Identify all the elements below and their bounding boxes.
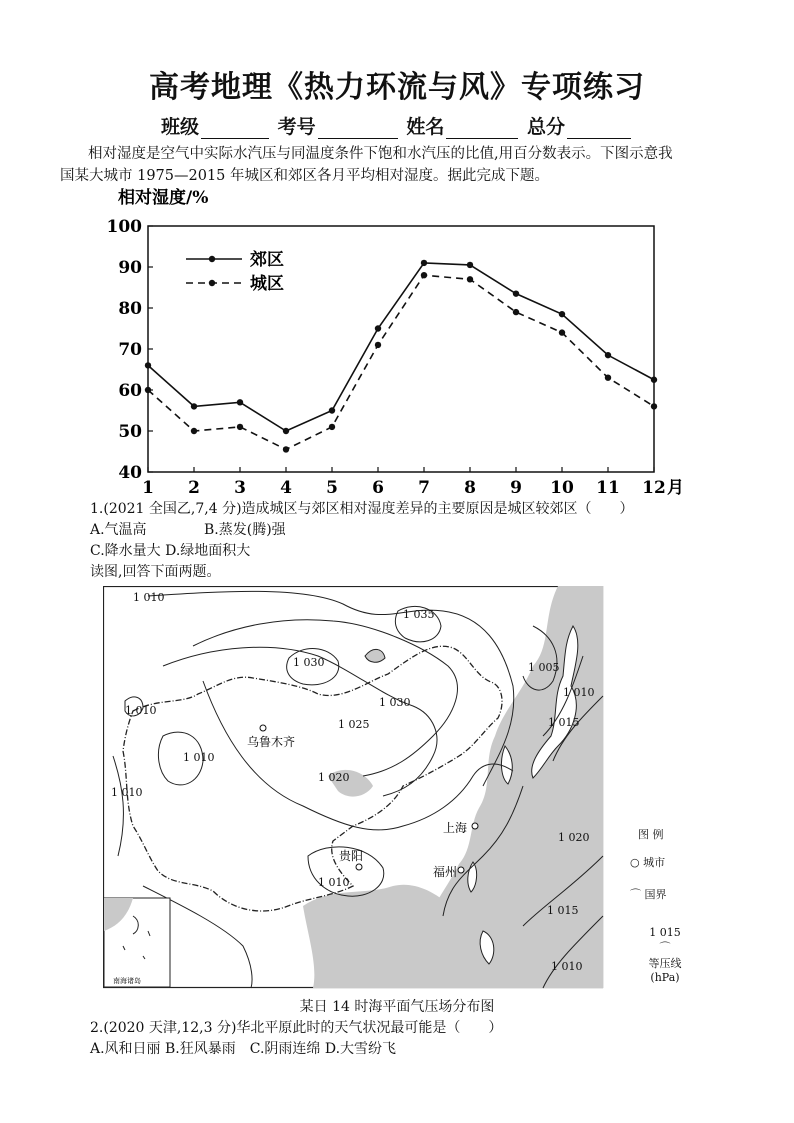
legend-title: 图 例 [638,828,664,841]
city-urumqi-marker [260,725,266,731]
point-suburb-12 [651,377,657,383]
isobar-label-7: 1 010 [125,704,157,717]
student-info-line [0,112,794,139]
legend-urban-marker [209,280,215,286]
score-blank[interactable] [567,120,631,139]
number-blank[interactable] [318,120,398,139]
point-suburb-5 [329,407,335,413]
humidity-chart [100,186,700,502]
question-1-stem: 1.(2021 全国乙,7,4 分)造成城区与郊区相对湿度差异的主要原因是城区较郊区（ ） [90,501,634,517]
intro-line-1: 相对湿度是空气中实际水汽压与同温度条件下饱和水汽压的比值,用百分数表示。下图示意我 [88,146,673,162]
x-tick-label-12: 12 [642,478,666,498]
y-tick-label-60: 60 [118,381,142,401]
south-china-sea-inset [104,898,170,987]
x-tick-label-4: 4 [280,478,292,498]
city-urumqi-label: 乌鲁木齐 [247,735,296,749]
point-urban-4 [283,446,289,452]
legend-suburb-label: 郊区 [250,250,284,270]
isobar-label-10: 1 010 [318,876,350,889]
city-fuzhou-marker [458,867,464,873]
read-prompt: 读图,回答下面两题。 [90,564,221,580]
city-guiyang-marker [356,864,362,870]
isobar-label-3: 1 030 [293,656,325,669]
point-suburb-8 [467,262,473,268]
question-2-options[interactable]: A.风和日丽 B.狂风暴雨 C.阴雨连绵 D.大雪纷飞 [90,1041,397,1057]
legend-urban-label: 城区 [250,274,284,294]
city-fuzhou-label: 福州 [433,865,458,879]
isobar-label-13: 1 015 [548,716,580,729]
x-tick-label-2: 2 [188,478,200,498]
x-tick-label-1: 1 [142,478,154,498]
intro-line-2: 国某大城市 1975—2015 年城区和郊区各月平均相对湿度。据此完成下题。 [60,168,550,184]
question-2-stem: 2.(2020 天津,12,3 分)华北平原此时的天气状况最可能是（ ） [90,1020,503,1036]
series-line-urban [148,275,654,449]
y-tick-label-80: 80 [118,299,142,319]
city-shanghai-marker [472,823,478,829]
isobar-label-14: 1 020 [558,831,590,844]
city-shanghai-label: 上海 [443,821,468,835]
point-suburb-9 [513,290,519,296]
name-label: 姓名 [406,116,445,138]
point-suburb-2 [191,403,197,409]
map-legend [630,826,700,984]
point-suburb-1 [145,362,151,368]
legend-isobar-value: 1 015 [649,926,681,939]
number-label: 考号 [277,116,316,138]
x-tick-label-6: 6 [372,478,384,498]
x-tick-label-9: 9 [510,478,522,498]
chart-series [145,260,657,453]
point-suburb-11 [605,352,611,358]
question-1-options-cd[interactable]: C.降水量大 D.绿地面积大 [90,543,251,559]
point-urban-6 [375,342,381,348]
inset-label: 南海诸岛 [113,977,141,985]
point-urban-11 [605,375,611,381]
legend-city-icon: ○ [630,856,640,869]
isobar-label-9: 1 010 [111,786,143,799]
isobar-label-1: 1 010 [133,591,165,604]
y-tick-label-70: 70 [118,340,142,360]
isobar-label-15: 1 015 [547,904,579,917]
legend-border-row [630,886,700,902]
isobar-label-4: 1 030 [379,696,411,709]
chart-ylabel: 相对湿度/% [118,188,209,208]
class-label: 班级 [161,116,200,138]
y-tick-label-100: 100 [106,217,142,237]
point-suburb-10 [559,311,565,317]
y-tick-label-90: 90 [118,258,142,278]
y-tick-label-40: 40 [118,463,142,483]
point-urban-7 [421,272,427,278]
x-tick-label-10: 10 [550,478,574,498]
legend-city-label: 城市 [643,856,666,869]
chart-legend [186,249,284,294]
x-tick-label-3: 3 [234,478,246,498]
class-blank[interactable] [201,120,269,139]
isobar-label-12: 1 010 [563,686,595,699]
point-urban-8 [467,276,473,282]
chart-plot-frame [148,226,654,472]
point-suburb-6 [375,325,381,331]
legend-city-row [630,854,700,870]
point-suburb-7 [421,260,427,266]
legend-border-icon: ⌒ [630,888,641,901]
x-tick-label-7: 7 [418,478,430,498]
isobar-label-6: 1 020 [318,771,350,784]
score-label: 总分 [526,116,565,138]
point-urban-9 [513,309,519,315]
isobar-label-8: 1 010 [183,751,215,764]
point-urban-2 [191,428,197,434]
legend-suburb-marker [209,256,215,262]
legend-isobar-icon: ⌒ [659,941,671,954]
page-title: 高考地理《热力环流与风》专项练习 [149,70,645,105]
pressure-map [103,586,605,990]
isobar-label-2: 1 035 [403,608,435,621]
point-suburb-3 [237,399,243,405]
isobar-label-5: 1 025 [338,718,370,731]
chart-y-axis [107,217,154,483]
x-tick-label-8: 8 [464,478,476,498]
x-tick-label-5: 5 [326,478,338,498]
point-urban-12 [651,403,657,409]
point-urban-10 [559,329,565,335]
question-1-option-b[interactable]: B.蒸发(腾)强 [204,522,286,538]
point-suburb-4 [283,428,289,434]
isobar-label-11: 1 005 [528,661,560,674]
point-urban-3 [237,424,243,430]
y-tick-label-50: 50 [118,422,142,442]
x-tick-label-11: 11 [596,478,620,498]
point-urban-5 [329,424,335,430]
legend-border-label: 国界 [644,888,667,901]
isobar-label-16: 1 010 [551,960,583,973]
city-guiyang-label: 贵阳 [339,849,364,863]
map-caption: 某日 14 时海平面气压场分布图 [299,999,495,1015]
intro-paragraph [60,143,748,187]
name-blank[interactable] [446,120,518,139]
question-1-option-a[interactable]: A.气温高 [90,522,147,538]
chart-xlabel: 月 [667,478,684,498]
point-urban-1 [145,387,151,393]
legend-isobar-label: 等压线 [648,957,682,970]
legend-isobar-unit: (hPa) [650,971,680,984]
series-line-suburb [148,263,654,431]
